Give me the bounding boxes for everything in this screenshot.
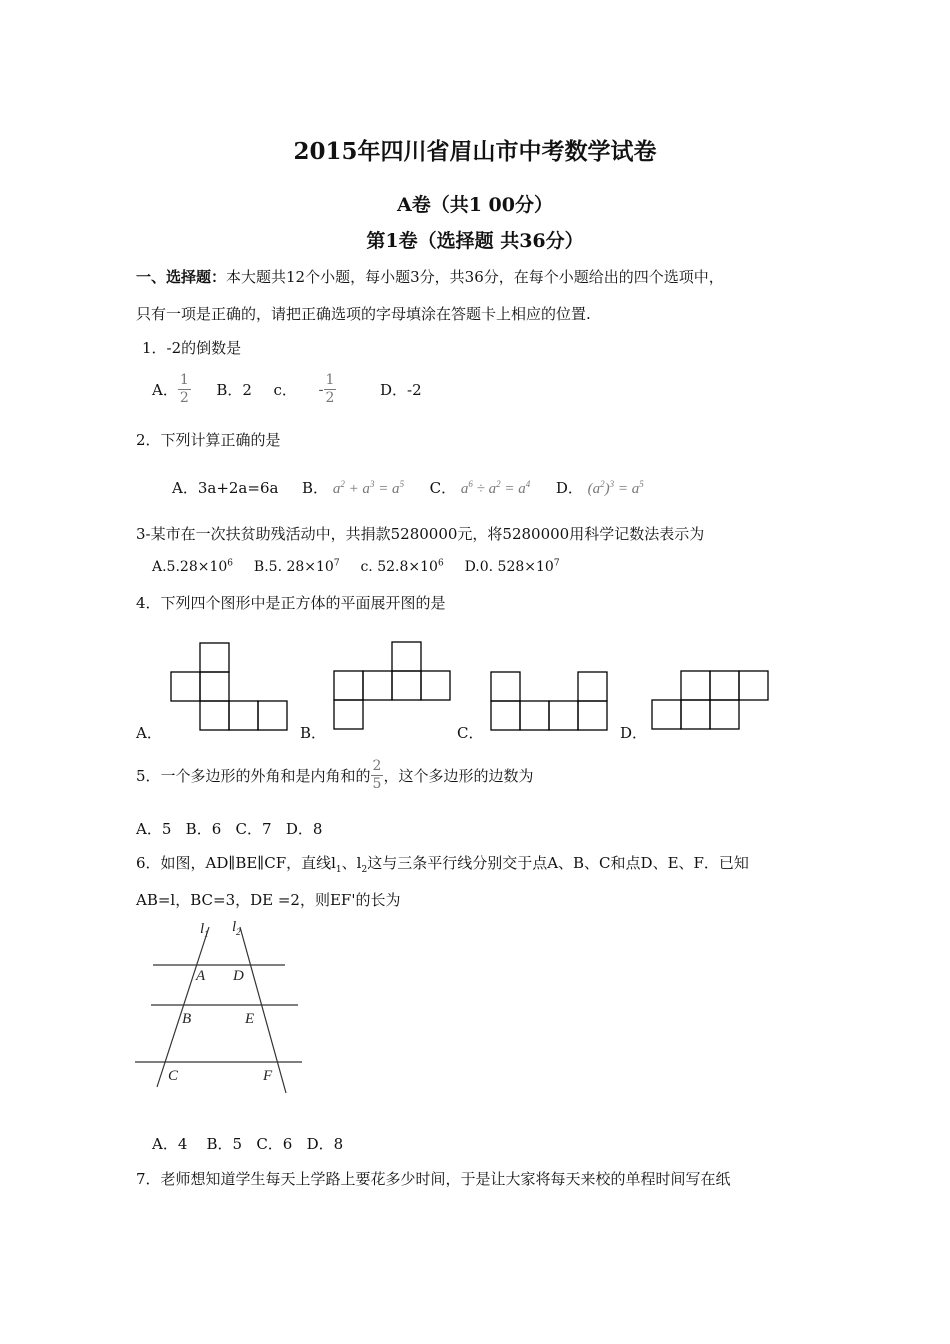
q4-option-a-label: A．: [136, 724, 162, 742]
section-instruction-line1: 一、选择题：本大题共12个小题，每小题3分，共36分，在每个小题给出的四个选项中，: [136, 268, 724, 286]
label-point-b: B: [182, 1011, 192, 1027]
question-5-stem: 5．一个多边形的外角和是内角和的 $\frac{2}{5}$ ，这个多边形的边数为: [136, 758, 534, 792]
question-3-options: [152, 558, 560, 575]
q2-option-b-formula: $a^2 + a^3 = a^5$: [332, 479, 405, 497]
q1-option-a-fraction: $\frac{1}{2}$: [179, 372, 189, 406]
label-l1: $l_1$: [200, 921, 209, 939]
q2-option-b-label: B．: [302, 479, 329, 497]
q1-option-b: B．2: [216, 381, 252, 399]
page-title: 2015年四川省眉山市中考数学试卷: [293, 138, 657, 165]
question-1-stem: 1．-2的倒数是: [142, 339, 242, 357]
q3-option-b: B.5. $28\times 10^7$: [253, 558, 340, 575]
parallel-lines-figure: [130, 915, 310, 1105]
question-4-stem: 4．下列四个图形中是正方体的平面展开图的是: [136, 594, 446, 612]
question-6-stem-line1: 6．如图，AD∥BE∥CF，直线$l_1$、$l_2$这与三条平行线分别交于点A、B、C和点D、E、F．已知: [136, 854, 749, 875]
q4-option-c-label: C．: [457, 724, 484, 742]
q3-option-a: $A.5.28\times 10^6$: [152, 558, 234, 575]
q1-option-a-label: A．: [152, 381, 178, 399]
section-label: 一、选择题：: [136, 268, 227, 286]
q4-option-d-label: D．: [620, 724, 648, 742]
q2-option-d-formula: $(a^2)^3 = a^5$: [587, 479, 644, 497]
transversal-l1: [157, 927, 209, 1087]
q1-option-c-minus: -: [318, 380, 324, 399]
label-l2: $l_2$: [232, 919, 241, 937]
question-2-stem: 2．下列计算正确的是: [136, 431, 281, 449]
q2-option-d-label: D．: [555, 479, 583, 497]
q5-fraction: $\frac{2}{5}$: [372, 758, 382, 792]
section-a-title: A卷（共1 00分）: [396, 194, 554, 216]
question-6-stem-line2: AB=l，BC=3，DE =2，则EF'的长为: [136, 891, 401, 909]
q4-option-b-label: B．: [300, 724, 327, 742]
cube-net-a: [171, 643, 287, 730]
cube-net-b: [334, 642, 450, 729]
q1-option-d: D．-2: [380, 381, 422, 399]
cube-net-c: [491, 672, 607, 730]
q2-option-c-label: C．: [429, 479, 457, 497]
question-5-options: A．5 B．6 C．7 D．8: [136, 820, 323, 838]
question-3-stem: 3-某市在一次扶贫助残活动中，共捐款5280000元，将5280000用科学记数法表示为: [136, 525, 705, 543]
q3-option-c: c. $52.8\times 10^6$: [360, 558, 444, 575]
label-point-d: D: [233, 968, 244, 984]
label-point-f: F: [263, 1068, 273, 1084]
question-1-options: [152, 372, 422, 416]
question-2-options: [172, 477, 644, 498]
q2-option-c-formula: $a^6 \div a^2 = a^4$: [460, 479, 531, 497]
q3-option-d: D.0. $528\times 10^7$: [464, 558, 560, 575]
q2-option-a: A．3a+2a=6a: [172, 479, 279, 497]
label-point-c: C: [168, 1068, 179, 1084]
section-instruction-line2: 只有一项是正确的，请把正确选项的字母填涂在答题卡上相应的位置.: [136, 305, 591, 323]
part-1-title: 第1卷（选择题 共36分）: [366, 230, 584, 252]
label-point-a: A: [196, 968, 206, 984]
q1-option-c-label: c．: [273, 381, 297, 399]
question-6-options: A．4 B．5 C．6 D．8: [152, 1135, 344, 1153]
cube-net-d: [652, 671, 768, 729]
question-7-stem: 7．老师想知道学生每天上学路上要花多少时间，于是让大家将每天来校的单程时间写在纸: [136, 1170, 731, 1188]
label-point-e: E: [245, 1011, 255, 1027]
q1-option-c-fraction: $\frac{1}{2}$: [325, 372, 335, 406]
